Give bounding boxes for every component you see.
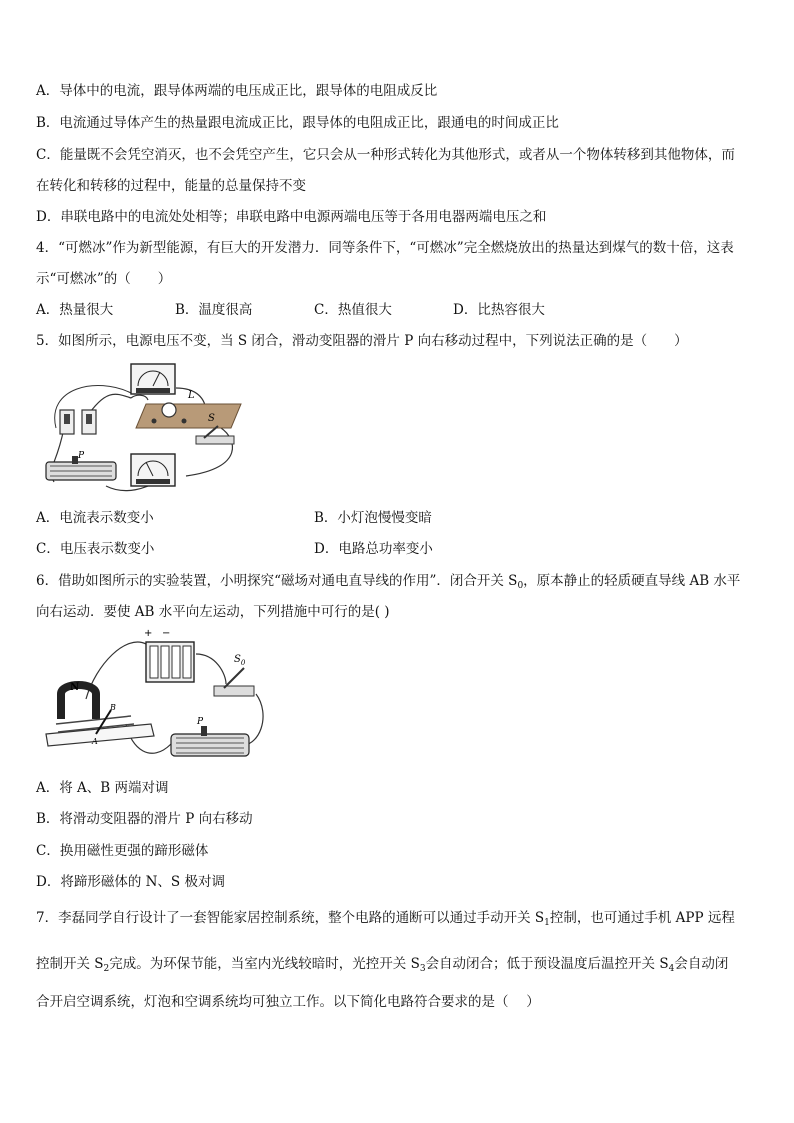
q6-stem-line1	[36, 571, 740, 596]
switch-label-letter: S	[234, 654, 241, 665]
q6-stem-line2: 向右运动．要使 AB 水平向左运动，下列措施中可行的是( )	[36, 604, 390, 620]
q7-stem-line1-part1: 7．李磊同学自行设计了一套智能家居控制系统，整个电路的通断可以通过手动开关 S	[36, 910, 545, 926]
q4-stem-line2: 示“可燃冰”的（ ）	[36, 271, 172, 287]
slider-label: P	[197, 717, 204, 727]
q5-stem: 5．如图所示，电源电压不变，当 S 闭合，滑动变阻器的滑片 P 向右移动过程中，下列说法正确的是（ ）	[36, 333, 688, 349]
q6-stem-subscript: 0	[517, 581, 524, 591]
q7-s4-subscript: 4	[668, 964, 675, 974]
q5-option-d: D．电路总功率变小	[314, 541, 433, 557]
lamp-label: L	[188, 390, 195, 401]
battery-minus-label: −	[162, 628, 171, 639]
q5-option-c: C．电压表示数变小	[36, 541, 155, 557]
q5-option-b: B．小灯泡慢慢变暗	[314, 510, 432, 526]
q4-option-c: C．热值很大	[314, 302, 392, 318]
q7-stem-line3: 合开启空调系统，灯泡和空调系统均可独立工作。以下简化电路符合要求的是（ ）	[36, 994, 540, 1010]
switch-label: S	[208, 413, 215, 424]
q7-stem-line2	[36, 954, 728, 979]
q6-stem-part1: 6．借助如图所示的实验装置，小明探究“磁场对通电直导线的作用”．闭合开关 S	[36, 573, 518, 589]
q7-stem-line2-part1: 控制开关 S	[36, 956, 104, 972]
q6-option-d: D．将蹄形磁体的 N、S 极对调	[36, 874, 225, 890]
slider-label: P	[78, 451, 85, 461]
q7-stem-line2-part3: 会自动闭合；低于预设温度后温控开关 S	[425, 956, 669, 972]
lamp-bulb-icon	[162, 403, 176, 417]
q6-option-b: B．将滑动变阻器的滑片 P 向右移动	[36, 811, 253, 827]
switch-icon	[196, 436, 234, 444]
q7-s1-subscript: 1	[544, 918, 550, 928]
q7-stem-line2-part2: 完成。为环保节能，当室内光线较暗时，光控开关 S	[109, 956, 420, 972]
switch-label-subscript: 0	[240, 659, 246, 667]
north-pole-label: N	[70, 682, 80, 693]
q4-option-b: B．温度很高	[175, 302, 253, 318]
q6-apparatus-figure	[36, 624, 276, 774]
q3-option-a: A．导体中的电流，跟导体两端的电压成正比，跟导体的电阻成反比	[36, 83, 438, 99]
q7-stem-line1-part2: 控制，也可通过手机 APP 远程	[549, 910, 735, 926]
lamp-board	[136, 404, 241, 428]
q7-stem-line1	[36, 908, 735, 933]
q6-option-a: A．将 A、B 两端对调	[36, 780, 169, 796]
q6-option-c: C．换用磁性更强的蹄形磁体	[36, 843, 209, 859]
q3-option-c-line2: 在转化和转移的过程中，能量的总量保持不变	[36, 178, 306, 194]
q3-option-c-line1: C．能量既不会凭空消灭，也不会凭空产生，它只会从一种形式转化为其他形式，或者从一个物体转移到其他物体，而	[36, 147, 735, 163]
switch-label	[234, 654, 246, 667]
q5-option-a: A．电流表示数变小	[36, 510, 154, 526]
q3-option-d: D．串联电路中的电流处处相等；串联电路中电源两端电压等于各用电器两端电压之和	[36, 209, 547, 225]
q4-option-d: D．比热容很大	[453, 302, 545, 318]
q6-stem-part2: ，原本静止的轻质硬直导线 AB 水平	[523, 573, 741, 589]
switch-icon	[214, 686, 254, 696]
q7-s3-subscript: 3	[419, 964, 426, 974]
battery-plus-label: +	[144, 628, 153, 639]
q3-option-b: B．电流通过导体产生的热量跟电流成正比，跟导体的电阻成正比，跟通电的时间成正比	[36, 115, 559, 131]
q5-circuit-figure	[36, 358, 276, 498]
q4-stem-line1: 4．“可燃冰”作为新型能源，有巨大的开发潜力．同等条件下，“可燃冰”完全燃烧放出的热量达到煤气的数十倍，这表	[36, 240, 734, 256]
wire-a-label: A	[92, 737, 98, 746]
q7-stem-line2-part4: 会自动闭	[674, 956, 729, 972]
q7-s2-subscript: 2	[103, 964, 110, 974]
q4-option-a: A．热量很大	[36, 302, 114, 318]
wire-b-label: B	[110, 703, 116, 712]
